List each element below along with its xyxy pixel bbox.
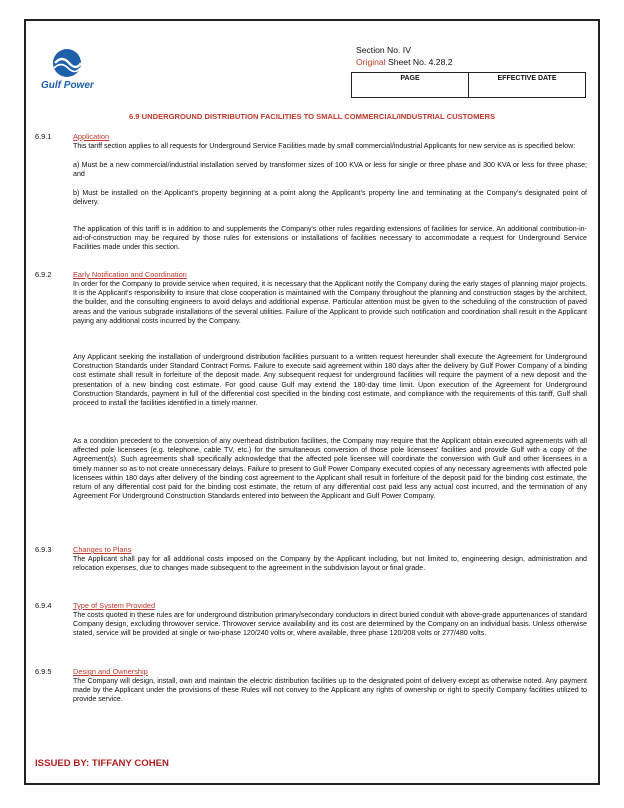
section-heading-2: Early Notification and Coordination bbox=[73, 270, 187, 279]
section-paragraph: Any Applicant seeking the installation of underground distribution facilities pursuant to a written request hereunder shall execute the Agreement for Underground Construction Standards under Standard Contract Forms. Failure to execute said agreement within 180 days after the delivery by Gulf Power Company of a binding cost estimate shall result in forfeiture of the deposit made. Any subsequent request for underground facilities will require the payment of a new deposit and the presentation of a new binding cost estimate. For good cause Gulf may extend the 180-day time limit. Upon execution of the Agreement for Underground Construction Standards, payment in full of the differential cost specified in the binding cost estimate, and compliance with the requirements of this tariff, Gulf shall proceed to install the facilities identified in a timely manner. bbox=[73, 353, 587, 408]
section-paragraph: As a condition precedent to the conversion of any overhead distribution facilities, the Company may require that the Applicant obtain executed agreements with all affected pole licensees (e.g. telephone, cable TV, etc.) for the simultaneous conversion of those pole licensees' facilities and provide Gulf with a copy of the Agreement(s). Such agreements shall specifically acknowledge that the affected pole licensee will coordinate the conversion with Gulf and other licensees in a timely manner so as to not create unnecessary delays. Failure to present to Gulf Power Company executed copies of any necessary agreements with affected pole licensees within 180 days after delivery of the binding cost agreement to the Applicant shall result in forfeiture of the deposit paid for the binding cost estimate, the return of any differential cost paid for the binding cost estimate, the return of any differential cost paid less any actual cost incurred, and the termination of any Agreement For Underground Construction Standards entered into between the Applicant and Gulf Power Company. bbox=[73, 437, 587, 501]
section-number: Section No. IV bbox=[356, 45, 411, 55]
logo-text: Gulf Power bbox=[41, 80, 94, 91]
section-paragraph: This tariff section applies to all requests for Underground Service Facilities made by small commercial/industrial Applicants for new service as is specified below: bbox=[73, 142, 576, 150]
sheet-prefix: Original bbox=[356, 57, 386, 67]
section-paragraph: The Applicant shall pay for all additional costs imposed on the Company by the Applicant including, but not limited to, engineering design, administration and relocation expenses, due to changes made subsequent to the agreement in the subdivision layout or final grade. bbox=[73, 555, 587, 573]
section-paragraph: The application of this tariff is in addition to and supplements the Company's other rules regarding extensions of facilities for service. An additional contribution-in-aid-of-construction may be required by those rules for extensions or installations of facilities necessary to accommodate a request for Underground Service Facilities made under this section. bbox=[73, 225, 587, 252]
section-paragraph: The Company will design, install, own and maintain the electric distribution facilities up to the designated point of delivery except as otherwise noted. Any payment made by the Applicant under the provisions of these Rules will not convey to the Applicant any rights of ownership or right to specify Company facilities utilized to provide service. bbox=[73, 677, 587, 704]
section-paragraph: b) Must be installed on the Applicant's property beginning at a point along the Applicant's property line and terminating at the Company's designated point of delivery. bbox=[73, 189, 587, 207]
section-paragraph: The costs quoted in these rules are for underground distribution primary/secondary conductors in direct buried conduit with above-grade appurtenances of standard Company design, excluding throwover service. Throwover service availability and its cost are determined by the Company on an individual basis. Unless otherwise stated, service will be provided at single or two-phase 120/240 volts or, where available, three phase 120/208 volts or 277/480 volts. bbox=[73, 611, 587, 638]
section-number-1: 6.9.1 bbox=[35, 132, 52, 141]
section-number-5: 6.9.5 bbox=[35, 667, 52, 676]
section-number-3: 6.9.3 bbox=[35, 545, 52, 554]
page-info-table bbox=[351, 72, 586, 98]
section-heading-1: Application bbox=[73, 132, 110, 141]
sheet-suffix: Sheet No. 4.28.2 bbox=[385, 57, 453, 67]
effective-date-label: EFFECTIVE DATE bbox=[497, 75, 557, 82]
section-number-4: 6.9.4 bbox=[35, 601, 52, 610]
section-paragraph: In order for the Company to provide service when required, it is necessary that the Applicant notify the Company during the early stages of planning major projects. It is the Applicant's responsibility to insure that close cooperation is maintained with the Company throughout the planning and construction stages by the architect, the builder, and the consulting engineers to avoid delays and additional expense. Particular attention must be given to the scheduling of the construction of paved areas and the various subgrade installations of the several utilities. Failure of the Applicant to provide such notification and coordination shall result in the Applicant paying any additional costs incurred by the Company. bbox=[73, 280, 587, 325]
section-paragraph: a) Must be a new commercial/industrial installation served by transformer sizes of 100 KVA or less for single or three phase and 300 KVA or less for three phase; and bbox=[73, 161, 587, 179]
page-label: PAGE bbox=[352, 73, 469, 97]
sheet-number bbox=[356, 57, 453, 67]
section-number-2: 6.9.2 bbox=[35, 270, 52, 279]
issued-by: ISSUED BY: TIFFANY COHEN bbox=[35, 758, 169, 769]
section-heading-5: Design and Ownership bbox=[73, 667, 148, 676]
section-heading-4: Type of System Provided bbox=[73, 601, 156, 610]
document-title: 6.9 UNDERGROUND DISTRIBUTION FACILITIES TO SMALL COMMERCIAL/INDUSTRIAL CUSTOMERS bbox=[128, 112, 496, 121]
section-heading-3: Changes to Plans bbox=[73, 545, 132, 554]
